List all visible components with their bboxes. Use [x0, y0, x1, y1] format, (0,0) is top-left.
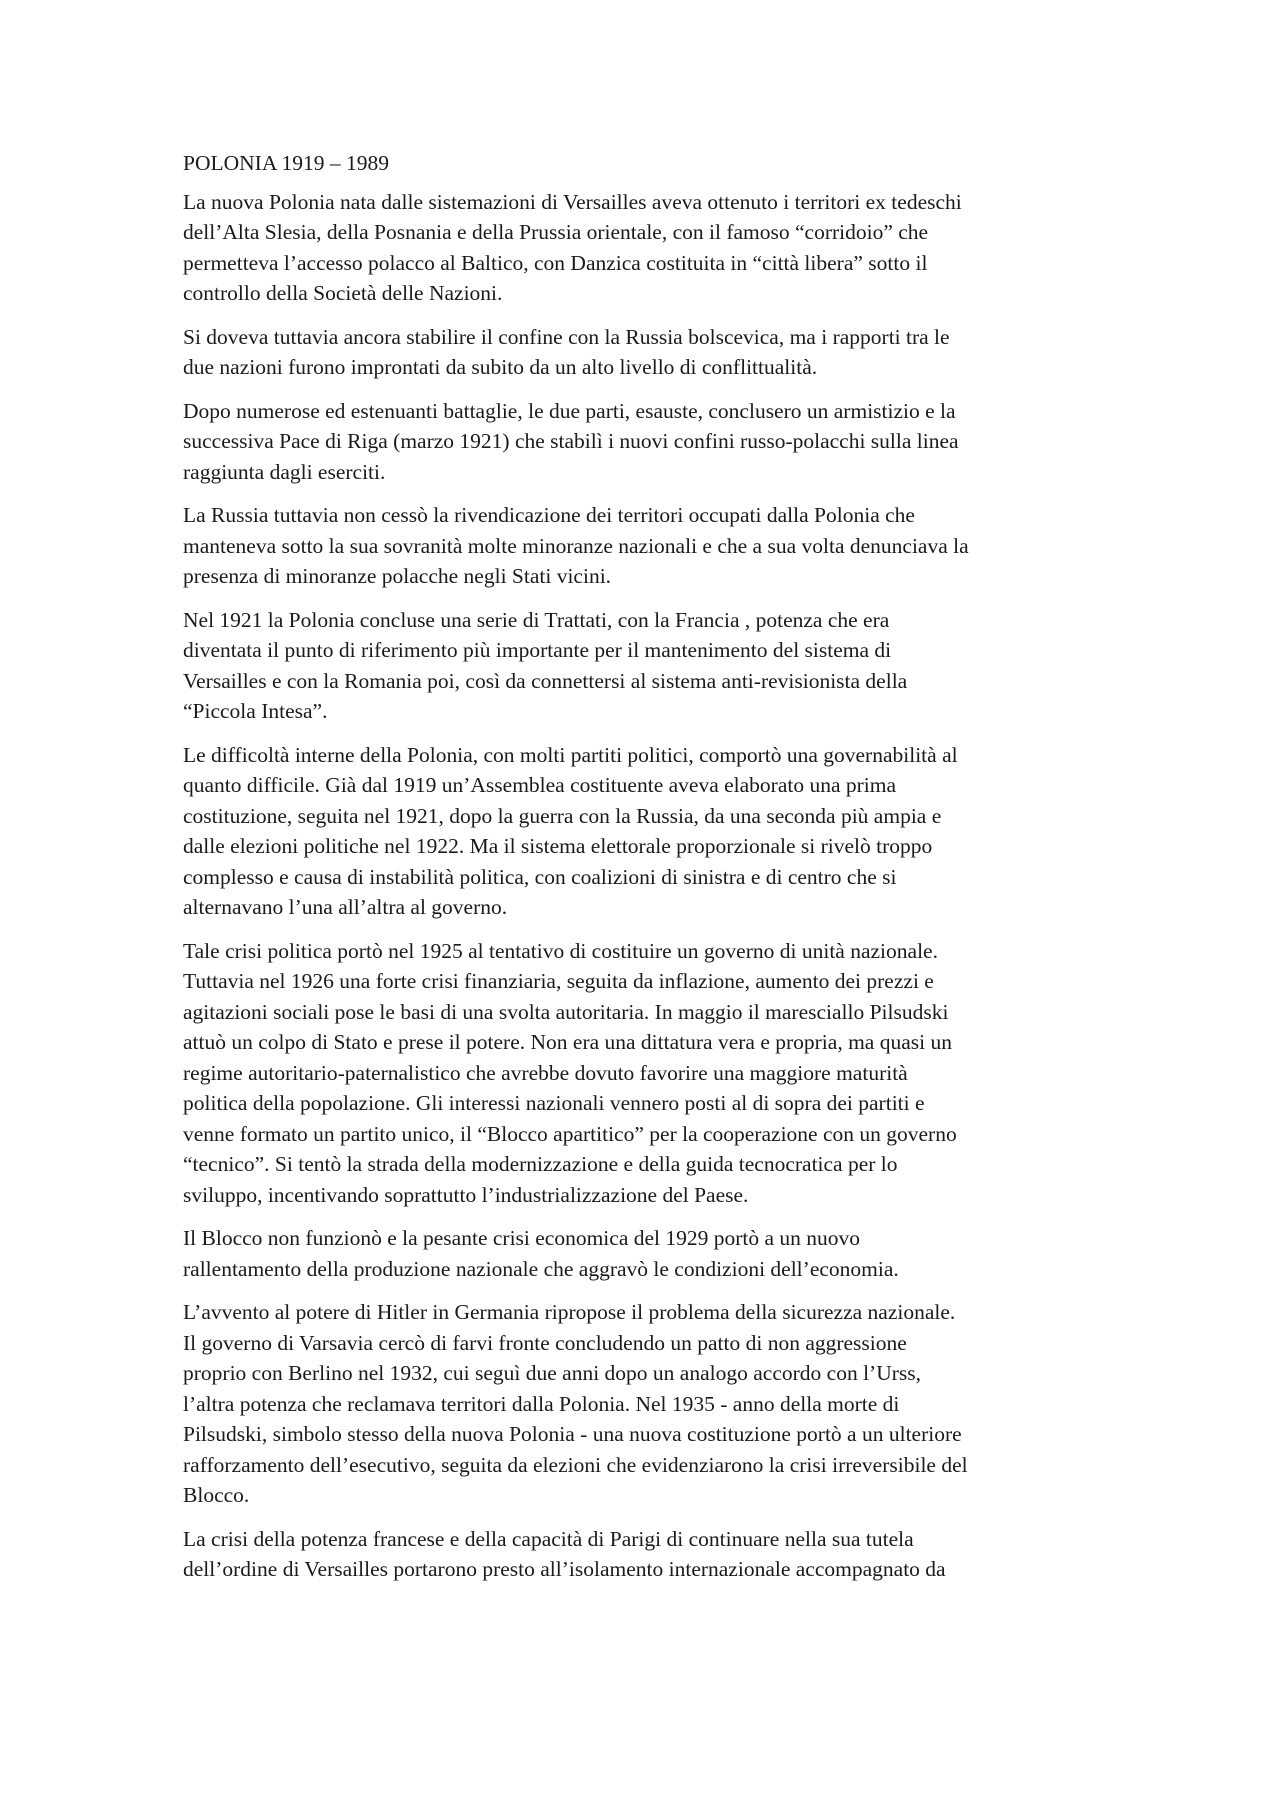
paragraph-line: Il Blocco non funzionò e la pesante crisi economica del 1929 portò a un nuovo: [183, 1226, 861, 1250]
paragraph-line: La crisi della potenza francese e della capacità di Parigi di continuare nella sua tutela: [183, 1526, 914, 1551]
paragraph-line: dell’ordine di Versailles portarono presto all’isolamento internazionale accompagnato da: [183, 1557, 946, 1581]
paragraph-line: Si doveva tuttavia ancora stabilire il confine con la Russia bolscevica, ma i rapporti tra le: [183, 324, 950, 349]
paragraph-line: rallentamento della produzione nazionale che aggravò le condizioni dell’economia.: [183, 1256, 899, 1281]
paragraph-line: attuò un colpo di Stato e prese il potere. Non era una dittatura vera e propria, ma quasi un: [183, 1030, 952, 1054]
paragraph-line: complesso e causa di instabilità politica, con coalizioni di sinistra e di centro che si: [183, 864, 897, 889]
paragraph-line: due nazioni furono improntati da subito da un alto livello di conflittualità.: [183, 355, 818, 379]
paragraph-line: L’avvento al potere di Hitler in Germania ripropose il problema della sicurezza nazionale.: [183, 1300, 956, 1324]
paragraph: [183, 187, 1143, 309]
paragraph-line: rafforzamento dell’esecutivo, seguita da elezioni che evidenziarono la crisi irreversibile del: [183, 1452, 968, 1477]
paragraph-line: raggiunta dagli eserciti.: [183, 459, 386, 484]
paragraph-line: quanto difficile. Già dal 1919 un’Assemblea costituente aveva elaborato una prima: [183, 773, 897, 797]
paragraph: [183, 1524, 1143, 1585]
paragraph-line: “tecnico”. Si tentò la strada della modernizzazione e della guida tecnocratica per lo: [183, 1152, 898, 1176]
paragraph-line: agitazioni sociali pose le basi di una svolta autoritaria. In maggio il maresciallo Pilsudski: [183, 999, 949, 1024]
paragraph-line: La Russia tuttavia non cessò la rivendicazione dei territori occupati dalla Polonia che: [183, 503, 915, 527]
paragraph-line: regime autoritario-paternalistico che avrebbe dovuto favorire una maggiore maturità: [183, 1060, 908, 1085]
paragraph-line: proprio con Berlino nel 1932, cui seguì due anni dopo un analogo accordo con l’Urss,: [183, 1361, 921, 1385]
document-title: POLONIA 1919 – 1989: [183, 151, 390, 175]
paragraph-line: politica della popolazione. Gli interessi nazionali vennero posti al di sopra dei partiti e: [183, 1091, 925, 1115]
document-body: [183, 187, 1143, 1585]
paragraph-line: venne formato un partito unico, il “Blocco apartitico” per la cooperazione con un governo: [183, 1121, 957, 1146]
paragraph-line: presenza di minoranze polacche negli Stati vicini.: [183, 564, 612, 588]
paragraph: [183, 322, 1143, 383]
paragraph-line: manteneva sotto la sua sovranità molte minoranze nazionali e che a sua volta denunciava la: [183, 533, 969, 558]
paragraph: [183, 396, 1143, 488]
paragraph-line: Tuttavia nel 1926 una forte crisi finanziaria, seguita da inflazione, aumento dei prezzi e: [183, 969, 934, 993]
paragraph-line: successiva Pace di Riga (marzo 1921) che stabilì i nuovi confini russo-polacchi sulla linea: [183, 429, 959, 453]
paragraph-line: costituzione, seguita nel 1921, dopo la guerra con la Russia, da una seconda più ampia e: [183, 803, 942, 828]
paragraph-line: Blocco.: [183, 1483, 250, 1507]
paragraph-line: l’altra potenza che reclamava territori dalla Polonia. Nel 1935 - anno della morte di: [183, 1391, 900, 1416]
paragraph-line: Nel 1921 la Polonia concluse una serie di Trattati, con la Francia , potenza che era: [183, 607, 890, 632]
paragraph-line: Il governo di Varsavia cercò di farvi fronte concludendo un patto di non aggressione: [183, 1330, 907, 1355]
document-page: [183, 148, 1143, 1598]
paragraph-line: Pilsudski, simbolo stesso della nuova Polonia - una nuova costituzione portò a un ulteriore: [183, 1422, 962, 1446]
paragraph-line: diventata il punto di riferimento più importante per il mantenimento del sistema di: [183, 638, 892, 662]
paragraph: [183, 500, 1143, 592]
paragraph-line: alternavano l’una all’altra al governo.: [183, 895, 508, 919]
paragraph-line: Dopo numerose ed estenuanti battaglie, le due parti, esauste, conclusero un armistizio e la: [183, 398, 956, 423]
paragraph: [183, 740, 1143, 923]
paragraph-line: “Piccola Intesa”.: [183, 699, 328, 723]
paragraph-line: Versailles e con la Romania poi, così da connettersi al sistema anti-revisionista della: [183, 668, 908, 693]
paragraph: [183, 605, 1143, 727]
paragraph-line: dell’Alta Slesia, della Posnania e della Prussia orientale, con il famoso “corridoio” che: [183, 220, 929, 244]
paragraph-line: Le difficoltà interne della Polonia, con molti partiti politici, comportò una governabilità al: [183, 742, 958, 767]
paragraph: [183, 1297, 1143, 1511]
paragraph: [183, 1223, 1143, 1284]
paragraph-line: Tale crisi politica portò nel 1925 al tentativo di costituire un governo di unità nazionale.: [183, 938, 938, 963]
paragraph-line: controllo della Società delle Nazioni.: [183, 281, 503, 305]
paragraph-line: sviluppo, incentivando soprattutto l’industrializzazione del Paese.: [183, 1182, 749, 1207]
paragraph-line: La nuova Polonia nata dalle sistemazioni di Versailles aveva ottenuto i territori ex tedeschi: [183, 189, 962, 214]
paragraph-line: dalle elezioni politiche nel 1922. Ma il sistema elettorale proporzionale si rivelò troppo: [183, 834, 933, 858]
paragraph: [183, 936, 1143, 1211]
paragraph-line: permetteva l’accesso polacco al Baltico, con Danzica costituita in “città libera” sotto il: [183, 250, 928, 275]
